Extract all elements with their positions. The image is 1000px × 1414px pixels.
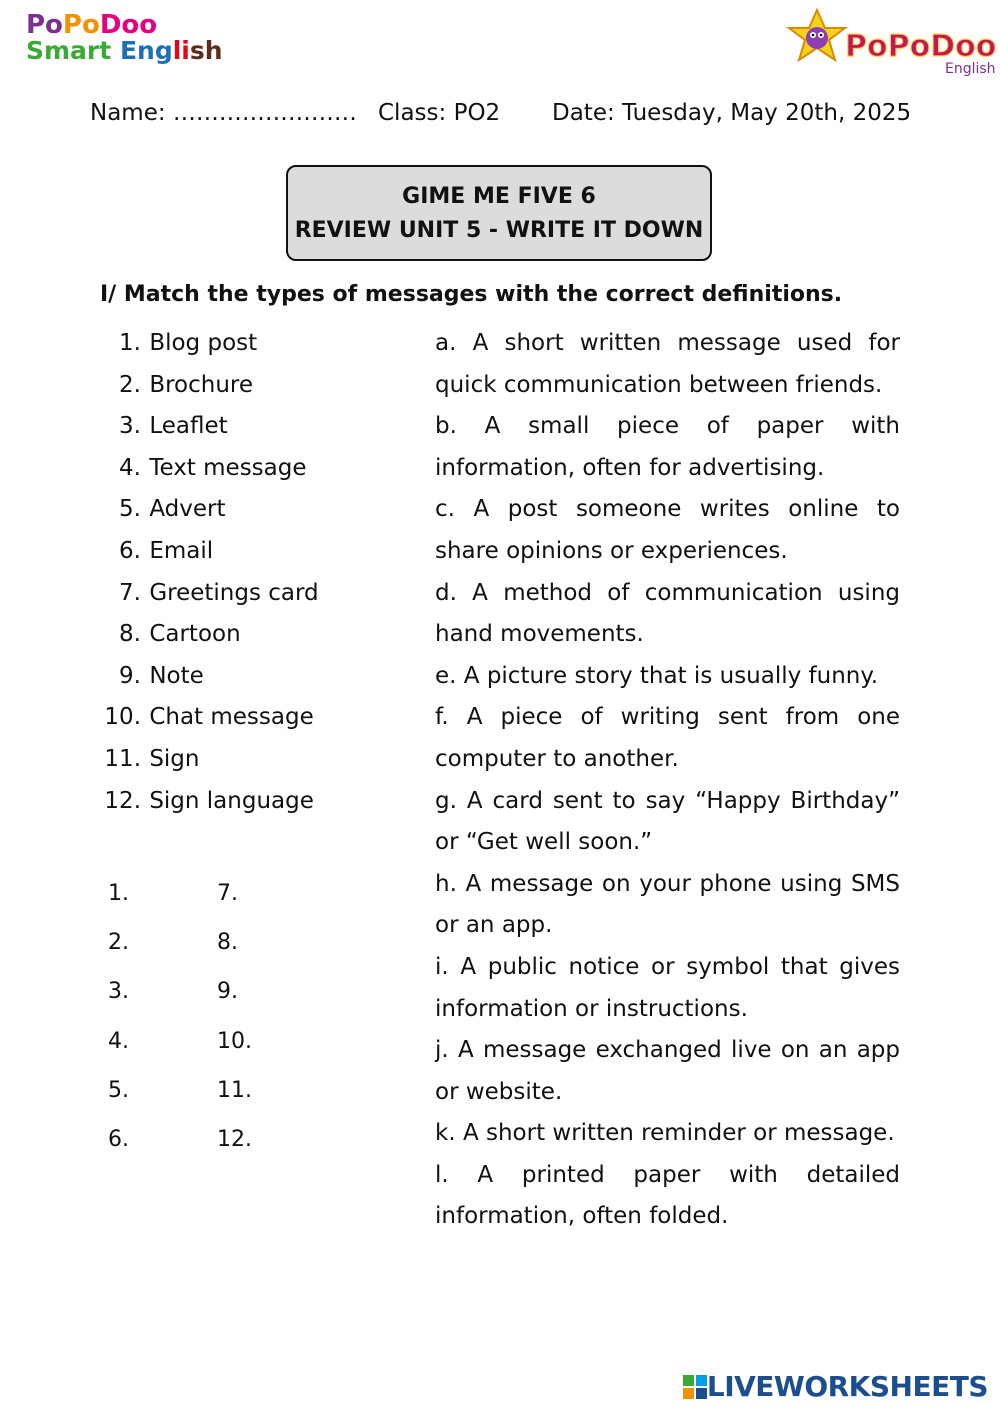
list-item	[100, 531, 319, 573]
definition-e: e. A picture story that is usually funny.	[435, 662, 879, 689]
logo-eng: Eng	[119, 36, 173, 65]
popodoo-english-logo	[785, 6, 1000, 76]
definition-h: h. A message on your phone using SMS or an app.	[435, 870, 900, 939]
list-item	[100, 781, 319, 823]
answer-row	[108, 1070, 328, 1119]
answer-slot[interactable]: 8.	[217, 930, 238, 956]
item-number: 12.	[104, 787, 141, 814]
worksheet-title-box	[286, 165, 712, 261]
answer-row	[108, 1021, 328, 1070]
definition-l: l. A printed paper with detailed information, often folded.	[435, 1161, 900, 1230]
list-item	[100, 323, 319, 365]
item-text: Greetings card	[149, 579, 319, 606]
liveworksheets-text: LIVEWORKSHEETS	[706, 1370, 988, 1403]
date-field: Date: Tuesday, May 20th, 2025	[552, 100, 912, 126]
popodoo-smart-english-logo	[26, 12, 223, 64]
name-field: Name: ……………………	[90, 100, 357, 126]
list-item	[100, 573, 319, 615]
definition-d: d. A method of communication using hand movements.	[435, 579, 900, 648]
list-item	[100, 448, 319, 490]
class-field: Class: PO2	[378, 100, 501, 126]
logo-right-sub: English	[945, 61, 996, 76]
answer-slot[interactable]: 4.	[108, 1028, 129, 1054]
liveworksheets-logo	[683, 1370, 988, 1403]
item-number: 10.	[104, 704, 141, 731]
logo-sh: sh	[189, 36, 223, 65]
definitions-list	[435, 323, 900, 1238]
list-item	[100, 406, 319, 448]
definition-f: f. A piece of writing sent from one computer to another.	[435, 704, 900, 772]
item-number: 2.	[119, 371, 141, 398]
item-text: Sign language	[149, 787, 314, 814]
definition-a: a. A short written message used for quick communication between friends.	[435, 330, 900, 398]
list-item	[100, 365, 319, 407]
list-item	[100, 656, 319, 698]
mascot-star-icon	[785, 6, 1000, 76]
item-text: Note	[149, 662, 204, 689]
list-item	[100, 614, 319, 656]
item-number: 4.	[119, 454, 141, 481]
logo-li: li	[172, 36, 190, 65]
item-number: 5.	[119, 496, 141, 523]
list-item	[100, 697, 319, 739]
item-number: 9.	[119, 662, 141, 689]
answer-slot[interactable]: 5.	[108, 1077, 129, 1103]
item-text: Sign	[149, 745, 200, 772]
answer-slot[interactable]: 10.	[217, 1028, 252, 1054]
answer-slot[interactable]: 9.	[217, 979, 238, 1005]
item-number: 7.	[119, 579, 141, 606]
title-line-1: GIME ME FIVE 6	[402, 184, 596, 209]
item-number: 11.	[104, 745, 141, 772]
logo-word-2: Po	[62, 10, 100, 40]
answer-row	[108, 873, 328, 922]
item-text: Text message	[149, 454, 307, 481]
section-heading: I/ Match the types of messages with the correct definitions.	[100, 282, 843, 307]
definition-i: i. A public notice or symbol that gives information or instructions.	[435, 953, 900, 1022]
definition-g: g. A card sent to say “Happy Birthday” or “Get well soon.”	[435, 787, 900, 856]
answer-slot[interactable]: 6.	[108, 1126, 129, 1152]
answer-slot[interactable]: 3.	[108, 979, 129, 1005]
answer-slot[interactable]: 12.	[217, 1126, 252, 1152]
item-text: Blog post	[149, 330, 258, 356]
item-text: Brochure	[149, 371, 254, 398]
item-number: 1.	[119, 330, 141, 356]
liveworksheets-icon	[683, 1375, 707, 1399]
item-number: 8.	[119, 621, 141, 648]
answer-row	[108, 1119, 328, 1168]
definition-b: b. A small piece of paper with information, often for advertising.	[435, 413, 900, 481]
answer-slot[interactable]: 7.	[217, 881, 238, 906]
answer-row	[108, 971, 328, 1020]
definition-j: j. A message exchanged live on an app or website.	[435, 1037, 900, 1105]
title-line-2: REVIEW UNIT 5 - WRITE IT DOWN	[294, 218, 704, 243]
answer-slot[interactable]: 11.	[217, 1077, 252, 1103]
definition-c: c. A post someone writes online to share opinions or experiences.	[435, 496, 900, 564]
logo-word-3: Doo	[99, 10, 158, 40]
item-text: Cartoon	[149, 621, 241, 648]
definition-k: k. A short written reminder or message.	[435, 1120, 895, 1147]
item-number: 6.	[119, 537, 141, 564]
list-item	[100, 739, 319, 781]
answer-slot[interactable]: 1.	[108, 881, 129, 906]
answer-grid	[108, 873, 328, 1168]
item-text: Chat message	[149, 704, 314, 731]
logo-word-1: Po	[26, 10, 63, 40]
list-item	[100, 489, 319, 531]
item-text: Email	[149, 537, 214, 564]
item-text: Leaflet	[149, 413, 228, 440]
logo-right-brand: PoPoDoo	[845, 29, 997, 64]
message-types-list	[100, 323, 319, 822]
answer-row	[108, 922, 328, 971]
logo-smart: Smart	[26, 36, 112, 65]
answer-slot[interactable]: 2.	[108, 930, 129, 956]
item-number: 3.	[119, 413, 141, 440]
item-text: Advert	[149, 496, 226, 523]
